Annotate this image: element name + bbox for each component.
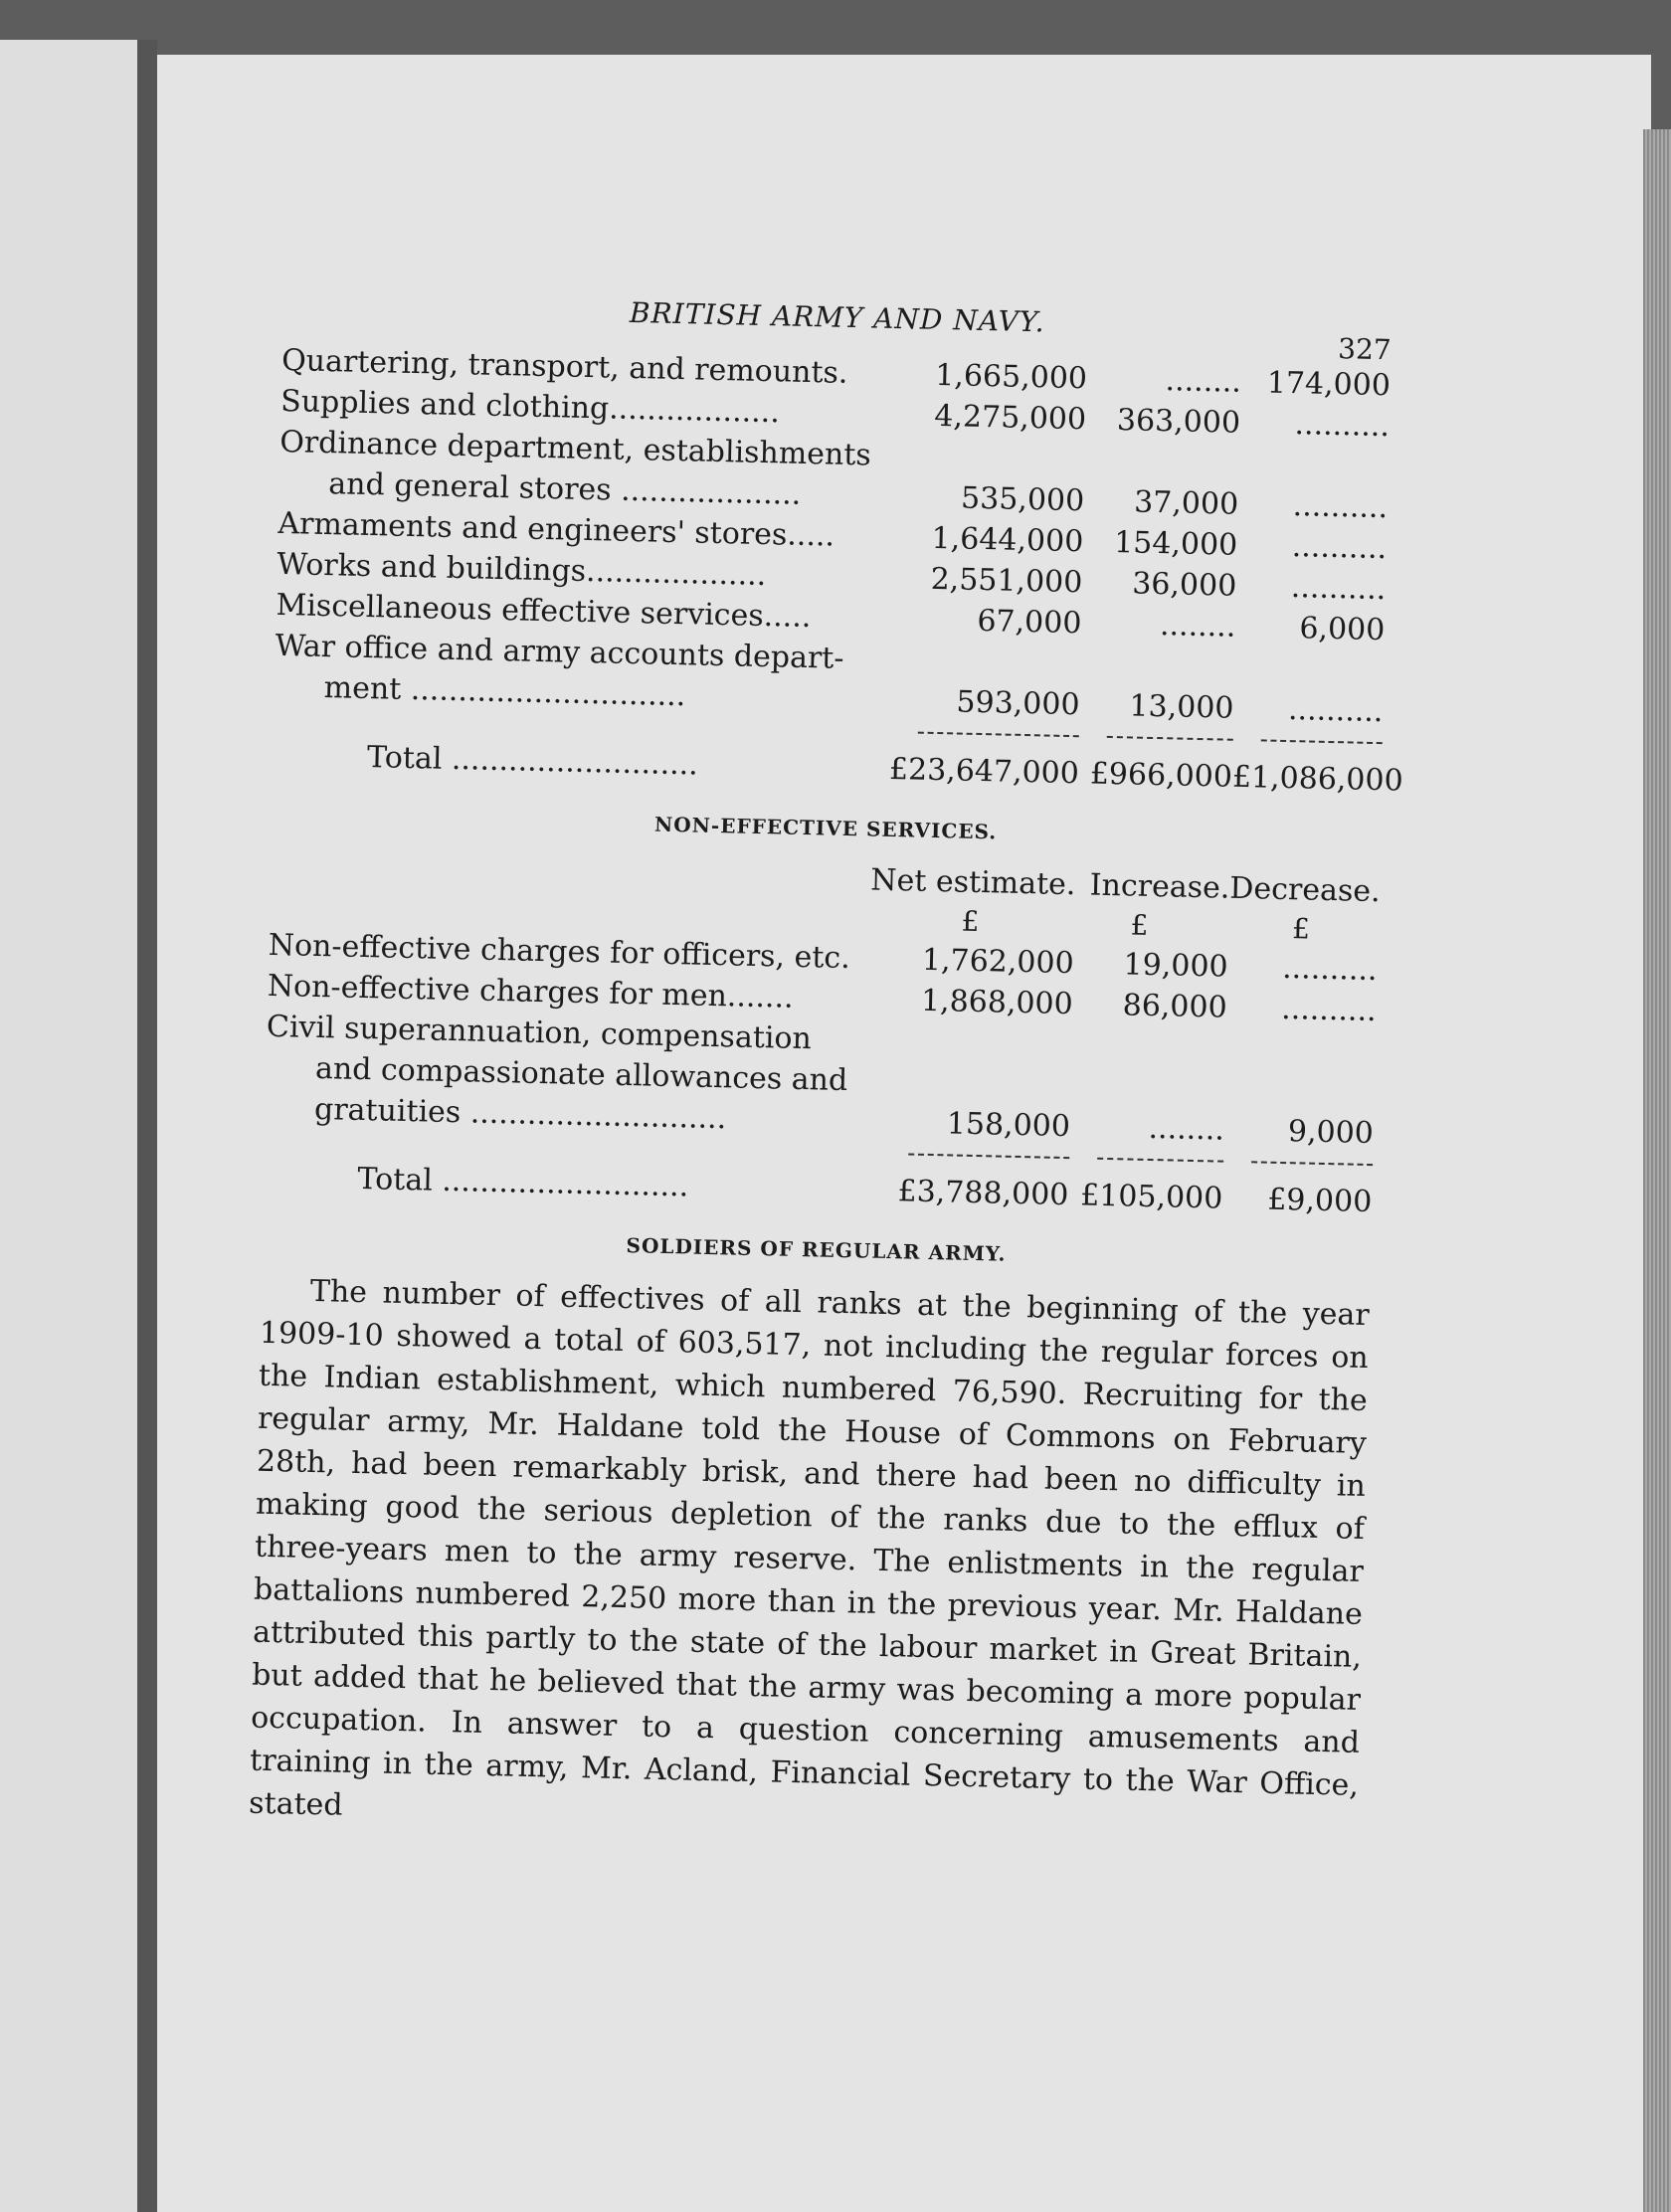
page-number: 327 [1337,332,1392,367]
row-label: Non-effective charges for men....... [267,968,795,1015]
total-increase: £105,000 [1079,1178,1223,1216]
row-increase: ........ [1148,1110,1225,1148]
left-page [0,40,157,2212]
row-increase: 37,000 [1133,484,1239,522]
row-label: gratuities ........................... [313,1091,727,1137]
row-increase: 363,000 [1116,403,1241,441]
row-label: Quartering, transport, and remounts. [280,342,848,391]
row-net-estimate: 4,275,000 [933,398,1087,438]
row-label: War office and army accounts depart- [275,628,844,676]
row-decrease: .......... [1281,950,1378,989]
book-gutter [137,40,157,2212]
row-net-estimate: 158,000 [946,1106,1071,1145]
row-label: Miscellaneous effective services..... [276,587,812,636]
row-decrease: .......... [1291,529,1388,567]
row-increase: 36,000 [1131,566,1237,604]
row-decrease: .......... [1290,570,1387,608]
total-decrease: £1,086,000 [1231,759,1404,799]
page-content [248,280,1404,1850]
row-net-estimate: 1,644,000 [931,520,1084,560]
page-edges [1643,129,1671,2212]
total-net: £23,647,000 [888,751,1080,792]
row-net-estimate: 1,868,000 [920,983,1074,1022]
currency-decrease: £ [1291,912,1311,946]
total-label: Total .......................... [357,1161,689,1204]
effective-services-table [274,340,1391,732]
row-label: Supplies and clothing.................. [279,383,781,431]
row-increase: ........ [1165,363,1242,400]
row-net-estimate: 1,665,000 [934,357,1088,397]
paragraph-text: The number of effectives of all ranks at the beginning of the year 1909-10 showed a total of 603,517, not including the regular forces on the Indian establishment, which numbered 76,590. Recruiting for the regular army, Mr. Haldane told the House of Commons on February 28th, had been remarkably brisk, and there had been no difficulty in making good the serious depletion of the ranks due to the efflux of three-years men to the army reserve. The enlistments in the regular battalions numbered 2,250 more than in the previous year. Mr. Haldane attributed this partly to the state of the labour market in Great Britain, but added that he believed that the army was becoming a more popular occupation. In answer to a question concerning amusements and training in the army, Mr. Acland, Financial Secretary to the War Office, stated [248,1273,1371,1823]
row-decrease: .......... [1292,488,1389,526]
non-effective-services-table [265,925,1378,1154]
total-net: £3,788,000 [897,1174,1069,1213]
row-increase: 154,000 [1113,525,1238,563]
row-label: and compassionate allowances and [314,1050,848,1099]
row-net-estimate: 67,000 [977,603,1082,642]
total-decrease: £9,000 [1266,1182,1373,1220]
soldiers-heading: SOLDIERS OF REGULAR ARMY. [626,1233,1007,1266]
total-label: Total .......................... [366,740,699,783]
row-decrease: 174,000 [1266,365,1392,404]
row-decrease: 9,000 [1287,1114,1375,1152]
row-decrease: 6,000 [1299,611,1386,648]
row-decrease: .......... [1287,692,1384,730]
soldiers-paragraph [249,1269,1370,1850]
col-decrease: Decrease. [1228,870,1382,910]
row-label: Works and buildings................... [277,546,767,594]
row-label: ment ............................. [323,670,686,714]
row-increase: ........ [1159,608,1236,645]
row-decrease: .......... [1294,407,1391,445]
currency-net: £ [961,904,980,939]
non-effective-heading: NON-EFFECTIVE SERVICES. [653,812,998,844]
row-net-estimate: 1,762,000 [921,942,1075,982]
row-label: Civil superannuation, compensation [266,1009,813,1057]
currency-increase: £ [1130,908,1149,942]
row-label: Armaments and engineers' stores..... [278,505,836,554]
row-increase: 13,000 [1129,688,1234,726]
col-increase: Increase. [1089,867,1230,906]
col-net-estimate: Net estimate. [869,862,1076,903]
row-label: and general stores ................... [327,466,802,512]
row-decrease: .......... [1280,991,1378,1029]
row-net-estimate: 2,551,000 [930,561,1083,601]
row-net-estimate: 593,000 [956,684,1080,723]
row-label: Ordinance department, establishments [278,424,872,473]
row-label: Non-effective charges for officers, etc. [268,927,851,977]
row-net-estimate: 535,000 [960,480,1085,519]
total-increase: £966,000 [1089,756,1233,795]
running-head-title: BRITISH ARMY AND NAVY. [629,295,1045,339]
row-increase: 19,000 [1123,947,1228,985]
row-increase: 86,000 [1122,988,1228,1025]
